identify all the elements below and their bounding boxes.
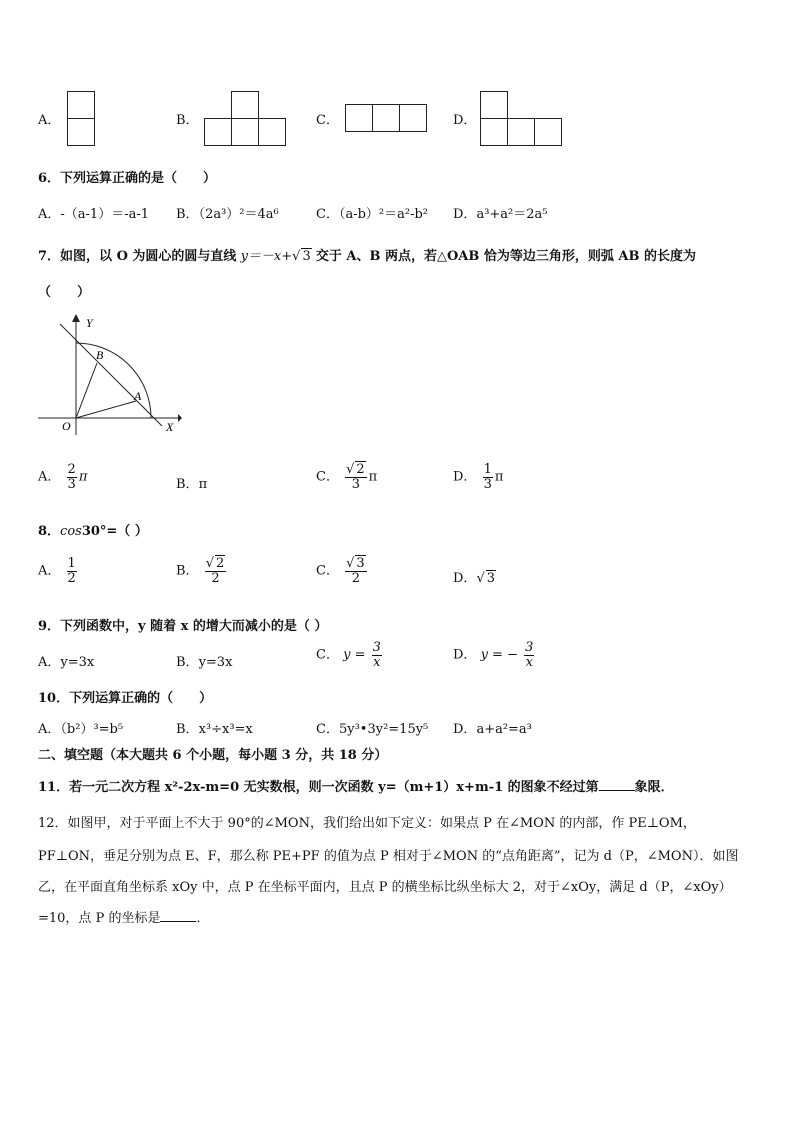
q9-stem: 9．下列函数中，y 随着 x 的增大而减小的是（ ） <box>38 619 328 634</box>
x-axis-arrow <box>178 414 182 422</box>
q9-option-d: D． y = − $\frac{3}{x}$ <box>453 640 534 670</box>
q5-option-a-label: A． <box>38 113 61 128</box>
q11-text: 11．若一元二次方程 x²-2x-m=0 无实数根，则一次函数 y=（m+1）x+m-1 的图象不经过第 象限． <box>38 780 674 795</box>
q5-option-d-label: D． <box>453 113 477 128</box>
q12-line-1: 12．如图甲，对于平面上不大于 90°的∠MON，我们给出如下定义：如果点 P 在∠MON 的内部，作 PE⊥OM， <box>38 816 696 831</box>
section-heading: 二、填空题（本大题共 6 个小题，每小题 3 分，共 18 分） <box>38 748 388 763</box>
q7-paren: （ ） <box>38 285 91 300</box>
q8-option-d: D．√ 3 <box>453 571 496 586</box>
q9-option-b: B．y=3x <box>176 655 233 670</box>
point-b-label: B <box>96 348 104 362</box>
y-axis-arrow <box>72 314 80 322</box>
q10-option-c: C．5y³•3y²=15y⁵ <box>316 722 429 737</box>
q7-option-b: B．π <box>176 477 208 492</box>
q9-option-a: A．y=3x <box>38 655 95 670</box>
q7-option-d: D． $\frac{1}{3}$ π <box>453 462 504 492</box>
x-axis-label: X <box>166 420 174 434</box>
q8-option-a: A． $\frac{1}{2}$ <box>38 556 76 586</box>
q5-option-c-label: C． <box>316 113 339 128</box>
q12-line-2: PF⊥ON，垂足分别为点 E、F，那么称 PE+PF 的值为点 P 相对于∠MON 的“点角距离”，记为 d（P，∠MON）．如图 <box>38 849 739 864</box>
q7-option-a: A． $\frac{2}{3}$ π <box>38 462 88 492</box>
q12-line-3: 乙，在平面直角坐标系 xOy 中，点 P 在坐标平面内，且点 P 的横坐标比纵坐标大 2，对于∠xOy，满足 d（P，∠xOy） <box>38 880 732 895</box>
y-axis-label: Y <box>86 316 93 330</box>
q8-stem: 8．cos30°=（ ） <box>38 524 148 539</box>
q10-option-a: A．（b²）³=b⁵ <box>38 722 124 737</box>
origin-label: O <box>62 419 71 433</box>
q9-option-c: C． y = $\frac{3}{x}$ <box>316 640 381 670</box>
answer-blank <box>599 778 635 791</box>
q8-option-b: B． $\frac{√ 2}{2}$ <box>176 556 225 586</box>
q8-option-c: C． $\frac{√ 3}{2}$ <box>316 556 365 586</box>
answer-blank <box>160 909 196 922</box>
q7-option-c: C． $\frac{√ 2}{3}$ π <box>316 462 378 492</box>
segment-ob <box>76 363 97 418</box>
line-y-eq-neg-x <box>60 324 162 426</box>
circle-arc <box>76 343 151 418</box>
point-a-label: A <box>134 389 142 403</box>
q5-option-b-label: B． <box>176 113 199 128</box>
q6-stem: 6．下列运算正确的是（ ） <box>38 171 217 186</box>
q10-stem: 10．下列运算正确的（ ） <box>38 691 213 706</box>
q6-option-c: C．（a-b）²＝a²-b² <box>316 207 429 222</box>
q10-option-b: B．x³÷x³=x <box>176 722 253 737</box>
q7-stem: 7．如图，以 O 为圆心的圆与直线 y＝－x+√ 3 交于 A、B 两点，若△OAB 恰为等边三角形，则弧 AB 的长度为 <box>38 249 697 264</box>
segment-oa <box>76 401 136 418</box>
q6-option-d: D．a³+a²＝2a⁵ <box>453 207 548 222</box>
q7-figure <box>30 310 190 440</box>
q10-option-d: D．a+a²=a³ <box>453 722 532 737</box>
q6-option-a: A．-（a-1）＝-a-1 <box>38 207 150 222</box>
q6-option-b: B．（2a³）²＝4a⁶ <box>176 207 279 222</box>
q12-line-4: =10，点 P 的坐标是 ． <box>38 911 210 926</box>
